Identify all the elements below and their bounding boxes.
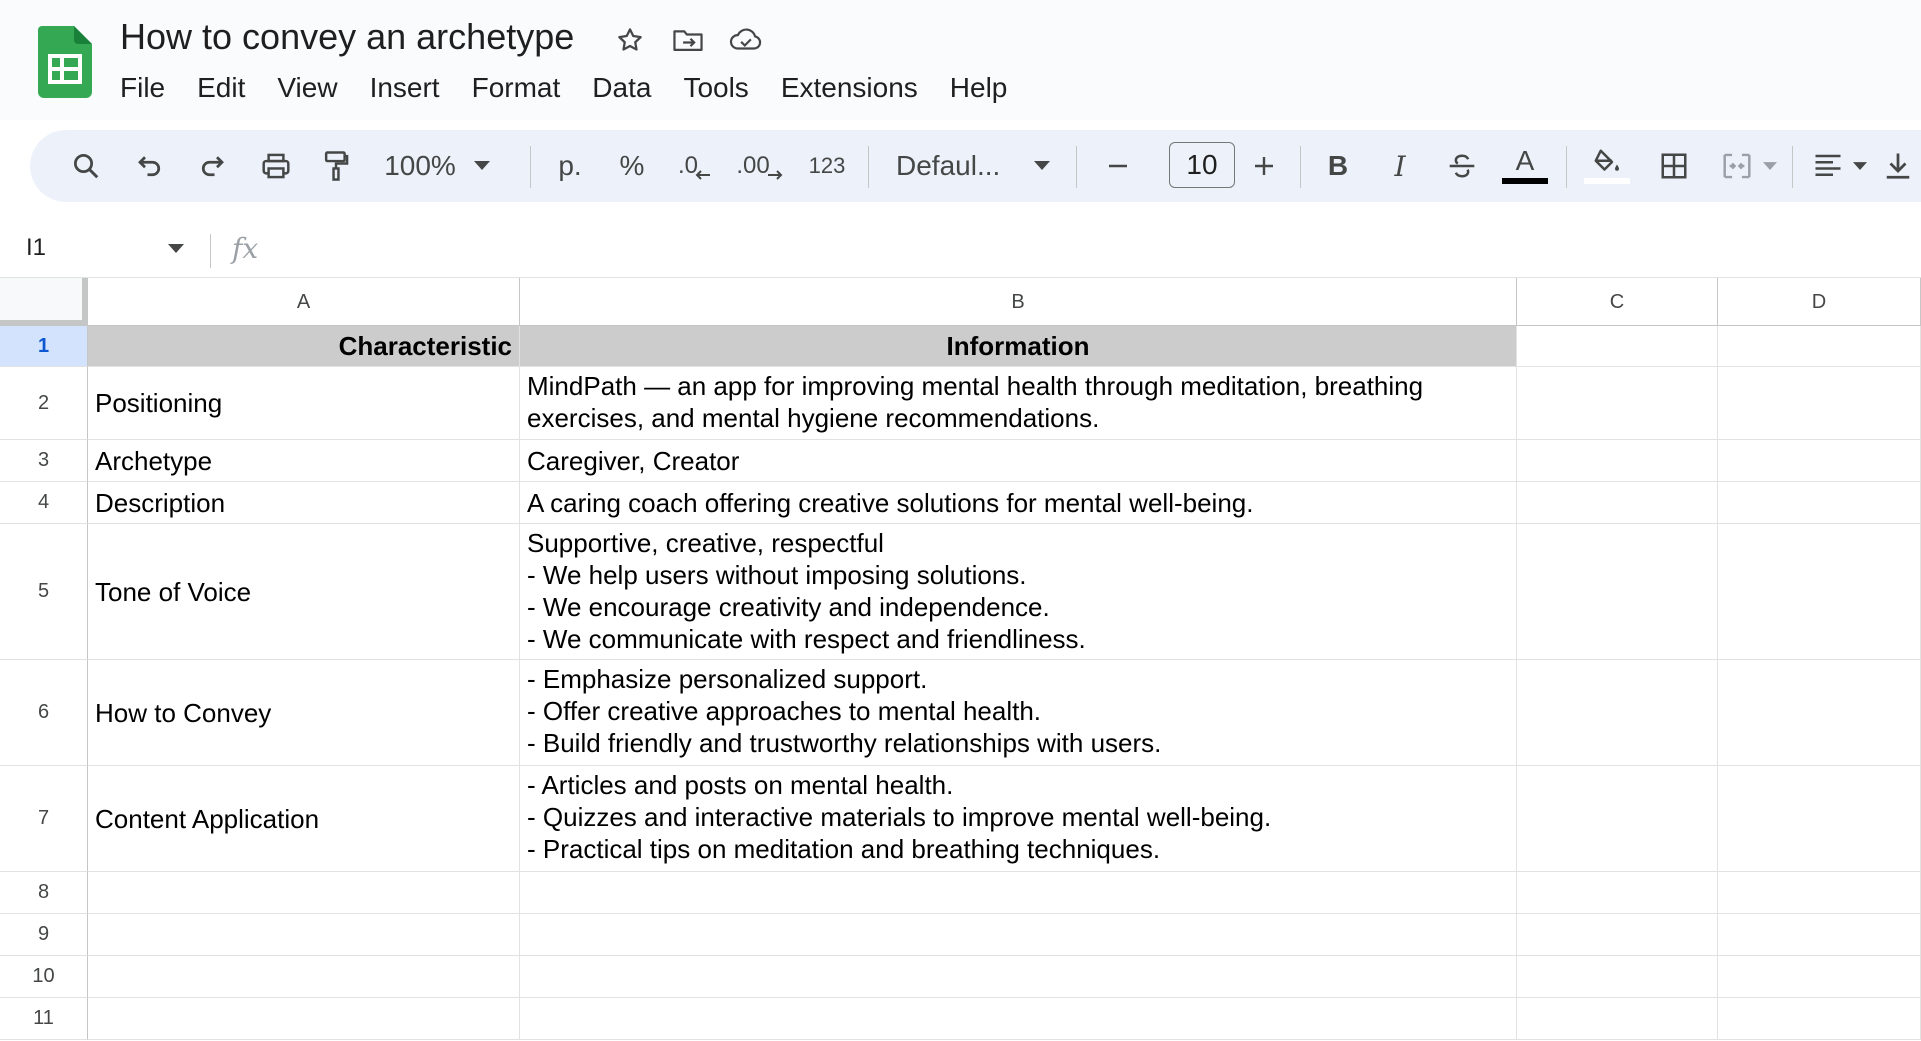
title-bar [0,0,1921,120]
cell-c6[interactable] [1517,660,1718,766]
borders-icon [1659,151,1689,181]
star-icon[interactable] [612,22,648,58]
cell-a2[interactable]: Positioning [88,367,520,440]
toolbar-divider [1076,146,1077,188]
cell-b7[interactable]: - Articles and posts on mental health. - Quizzes and interactive materials to improve mental well-being. - Practical tips on meditation and breathing techniques. [520,766,1517,872]
toolbar-divider [868,146,869,188]
text-color-button[interactable] [1500,130,1550,202]
toolbar-divider [1566,146,1567,188]
chevron-down-icon[interactable] [168,244,184,254]
toolbar-divider [530,146,531,188]
cell-b3[interactable]: Caregiver, Creator [520,440,1517,482]
text-color-swatch [1502,178,1548,184]
decrease-font-size-button[interactable] [1096,130,1140,202]
column-header-c[interactable]: C [1517,278,1718,326]
arrow-right-icon [766,168,784,182]
chevron-down-icon [474,161,490,171]
column-header-a[interactable]: A [88,278,520,326]
borders-button[interactable] [1652,130,1696,202]
align-left-icon [1813,152,1843,180]
formula-bar [0,222,1921,278]
menu-data[interactable]: Data [592,72,652,103]
cell-c11[interactable] [1517,998,1718,1040]
font-name: Defaul... [896,150,1001,181]
search-icon [71,151,101,181]
row-header-7[interactable]: 7 [0,766,88,872]
row-header-2[interactable]: 2 [0,367,88,440]
cell-d8[interactable] [1718,872,1921,914]
row-header-1[interactable]: 1 [0,326,88,367]
document-title[interactable]: How to convey an archetype [120,16,575,57]
paint-format-icon [321,150,351,182]
redo-button[interactable] [190,130,234,202]
cell-a5[interactable]: Tone of Voice [88,524,520,660]
cell-b9[interactable] [520,914,1517,956]
cell-b5[interactable]: Supportive, creative, respectful - We help users without imposing solutions. - We encourage creativity and independence. - We communicate with respect and friendliness. [520,524,1517,660]
toolbar [30,130,1921,202]
italic-icon: I [1394,149,1406,183]
zoom-select[interactable] [380,130,460,202]
column-header-d[interactable]: D [1718,278,1921,326]
search-menus-button[interactable] [64,130,108,202]
cell-d7[interactable] [1718,766,1921,872]
spreadsheet-grid [0,278,1921,1041]
cell-a6[interactable]: How to Convey [88,660,520,766]
fill-color-button[interactable] [1582,130,1632,202]
cell-b8[interactable] [520,872,1517,914]
cell-d6[interactable] [1718,660,1921,766]
cell-b1[interactable]: Information [520,326,1517,367]
menu-help[interactable]: Help [949,72,1008,103]
menu-format[interactable]: Format [471,72,561,103]
cell-d3[interactable] [1718,440,1921,482]
currency-format-button[interactable] [550,130,590,202]
currency-label: p. [558,150,582,181]
merge-cells-button[interactable] [1714,130,1760,202]
italic-button[interactable] [1378,130,1422,202]
undo-icon [135,151,165,181]
fill-color-swatch [1584,178,1630,184]
bold-icon: B [1327,150,1349,181]
row-header-5[interactable]: 5 [0,524,88,660]
cloud-saved-icon[interactable] [728,22,764,58]
row-header-10[interactable]: 10 [0,956,88,998]
increase-decimal-button[interactable] [732,130,788,202]
cell-d11[interactable] [1718,998,1921,1040]
row-header-4[interactable]: 4 [0,482,88,524]
cell-a4[interactable]: Description [88,482,520,524]
move-to-folder-icon[interactable] [670,22,706,58]
formula-bar-divider [210,234,211,268]
cell-a7[interactable]: Content Application [88,766,520,872]
cell-a11[interactable] [88,998,520,1040]
align-bottom-icon [1884,151,1912,181]
plus-icon [1252,154,1276,178]
fill-color-icon [1592,148,1622,176]
chevron-down-icon [1853,162,1867,171]
cell-c9[interactable] [1517,914,1718,956]
select-all-corner[interactable] [0,278,88,326]
row-header-11[interactable]: 11 [0,998,88,1040]
font-dropdown-button[interactable] [1030,130,1054,202]
more-formats-button[interactable] [802,130,852,202]
cell-a1[interactable]: Characteristic [88,326,520,367]
title-actions [612,22,764,58]
zoom-dropdown-button[interactable] [470,130,494,202]
menu-view[interactable]: View [277,72,338,103]
row-header-3[interactable]: 3 [0,440,88,482]
vertical-align-button[interactable] [1878,130,1918,202]
row-header-9[interactable]: 9 [0,914,88,956]
menu-edit[interactable]: Edit [197,72,246,103]
cell-d4[interactable] [1718,482,1921,524]
text-color-icon: A [1515,145,1535,176]
cell-b4[interactable]: A caring coach offering creative solutions for mental well-being. [520,482,1517,524]
cell-c3[interactable] [1517,440,1718,482]
cell-b10[interactable] [520,956,1517,998]
menu-tools[interactable]: Tools [683,72,749,103]
paint-format-button[interactable] [314,130,358,202]
decrease-decimal-label: .0 [677,152,698,179]
cell-d5[interactable] [1718,524,1921,660]
cell-c2[interactable] [1517,367,1718,440]
sheets-logo-icon[interactable] [38,26,92,98]
bold-button[interactable] [1316,130,1360,202]
print-button[interactable] [252,130,300,202]
menu-file[interactable]: File [120,72,166,103]
cell-d10[interactable] [1718,956,1921,998]
toolbar-divider [1300,146,1301,188]
zoom-value: 100% [384,150,456,181]
cell-c1[interactable] [1517,326,1718,367]
decrease-decimal-button[interactable] [670,130,720,202]
percent-format-button[interactable] [612,130,652,202]
print-icon [260,151,292,181]
cell-c4[interactable] [1517,482,1718,524]
number-format-label: 123 [808,153,846,178]
toolbar-divider [1792,146,1793,188]
font-size-input[interactable]: 10 [1169,142,1235,188]
cell-a9[interactable] [88,914,520,956]
cell-c10[interactable] [1517,956,1718,998]
cell-b2[interactable]: MindPath — an app for improving mental health through meditation, breathing exercises, and mental hygiene recommendations. [520,367,1517,440]
minus-icon [1106,154,1130,178]
cell-b11[interactable] [520,998,1517,1040]
cell-b6[interactable]: - Emphasize personalized support. - Offer creative approaches to mental health. - Build friendly and trustworthy relationships with users. [520,660,1517,766]
menu-insert[interactable]: Insert [369,72,440,103]
cell-d2[interactable] [1718,367,1921,440]
percent-label: % [619,150,645,181]
increase-font-size-button[interactable] [1242,130,1286,202]
formula-input[interactable] [290,230,1890,270]
cell-c7[interactable] [1517,766,1718,872]
chevron-down-icon [1763,162,1777,171]
undo-button[interactable] [128,130,172,202]
strikethrough-icon [1446,151,1478,181]
align-dropdown-button[interactable] [1850,130,1870,202]
menu-bar [120,68,1039,108]
cell-a8[interactable] [88,872,520,914]
merge-dropdown-button[interactable] [1760,130,1780,202]
arrow-left-icon [694,168,712,182]
strikethrough-button[interactable] [1440,130,1484,202]
cell-d1[interactable] [1718,326,1921,367]
chevron-down-icon [1034,161,1050,171]
cell-c8[interactable] [1517,872,1718,914]
cell-a10[interactable] [88,956,520,998]
merge-cells-icon [1721,151,1753,181]
cell-d9[interactable] [1718,914,1921,956]
increase-decimal-label: .00 [736,152,770,179]
redo-icon [197,151,227,181]
horizontal-align-button[interactable] [1806,130,1850,202]
fx-icon: fx [232,232,259,265]
row-header-6[interactable]: 6 [0,660,88,766]
name-box[interactable]: I1 [26,234,47,261]
row-header-8[interactable]: 8 [0,872,88,914]
menu-extensions[interactable]: Extensions [780,72,918,103]
column-header-b[interactable]: B [520,278,1517,326]
cell-c5[interactable] [1517,524,1718,660]
cell-a3[interactable]: Archetype [88,440,520,482]
